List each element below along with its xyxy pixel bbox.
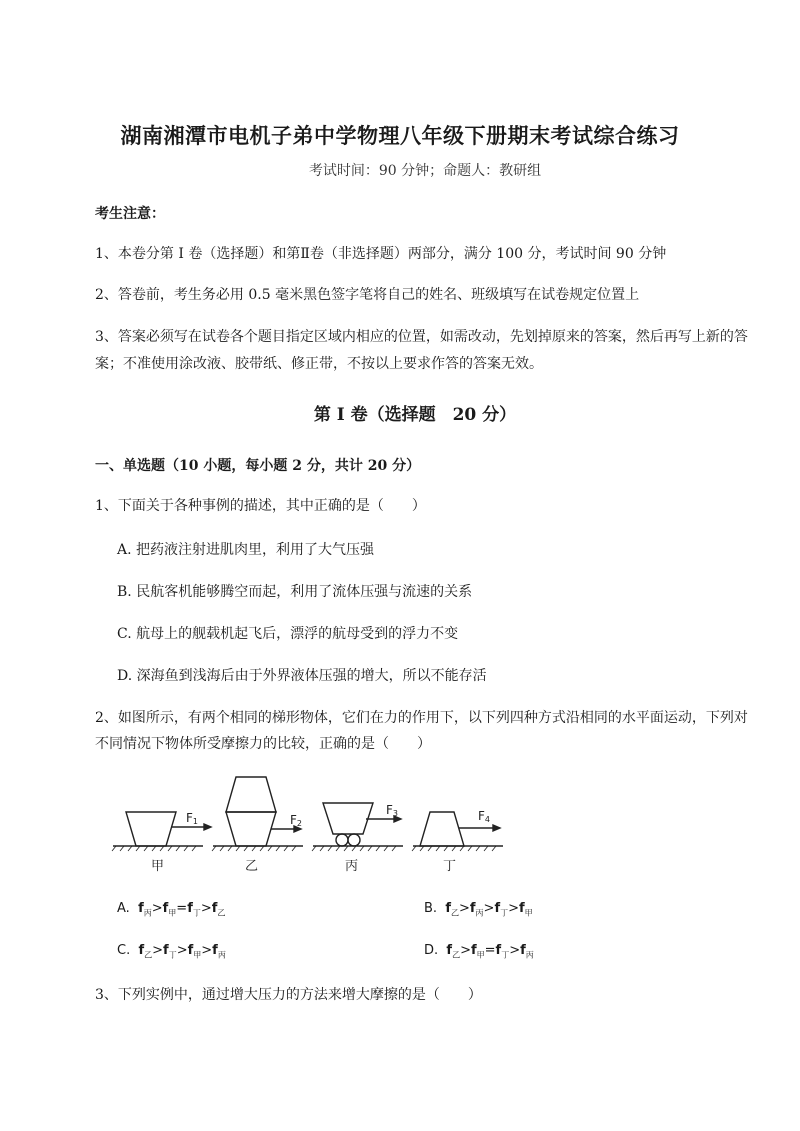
question-1-option-d: D. 深海鱼到浅海后由于外界液体压强的增大，所以不能存活 — [117, 668, 487, 684]
force-label-f3: F3 — [386, 803, 398, 818]
force-label-f4: F4 — [478, 809, 490, 824]
figure-label-yi: 乙 — [245, 859, 259, 874]
figure-label-jia: 甲 — [151, 859, 165, 874]
block-ding — [420, 812, 464, 846]
ground-hatch-bing — [312, 846, 396, 851]
question-2-option-a: A. $f_丙>f_甲=f_丁>f_乙$ — [117, 901, 226, 918]
notice-item-2: 2、答卷前，考生务必用 0.5 毫米黑色签字笔将自己的姓名、班级填写在试卷规定位置上 — [95, 287, 640, 303]
question-2-option-d: D. $f_乙>f_甲=f_丁>f_丙$ — [424, 943, 534, 960]
subsection-title: 一、单选题（10 小题，每小题 2 分，共计 20 分） — [95, 458, 421, 474]
question-1-option-c: C. 航母上的舰载机起飞后，漂浮的航母受到的浮力不变 — [117, 626, 459, 642]
exam-info: 考试时间：90 分钟；命题人：教研组 — [308, 163, 542, 179]
block-yi-bottom — [226, 812, 276, 846]
roller-right — [348, 834, 360, 846]
block-jia — [126, 812, 176, 846]
force-label-f2: F2 — [290, 813, 302, 828]
ground-hatch-jia — [112, 846, 196, 851]
ground-hatch-ding — [412, 846, 496, 851]
page-title: 湖南湘潭市电机子弟中学物理八年级下册期末考试综合练习 — [120, 124, 680, 148]
roller-left — [336, 834, 348, 846]
question-2-stem: 2、如图所示，有两个相同的梯形物体，它们在力的作用下，以下列四种方式沿相同的水平面运动，下列对不同情况下物体所受摩擦力的比较，正确的是（ ） — [95, 710, 748, 752]
block-yi-top — [226, 777, 276, 812]
question-2-option-b: B. $f_乙>f_丙>f_丁>f_甲$ — [424, 901, 533, 918]
question-1-option-a: A. 把药液注射进肌肉里，利用了大气压强 — [117, 542, 375, 558]
notice-heading: 考生注意： — [95, 206, 165, 222]
question-2-option-c: C. $f_乙>f_丁>f_甲>f_丙$ — [117, 943, 226, 960]
block-bing — [323, 803, 373, 834]
figure-label-bing: 丙 — [345, 859, 359, 874]
notice-item-3: 3、答案必须写在试卷各个题目指定区域内相应的位置，如需改动，先划掉原来的答案，然后再写上新的答案；不准使用涂改液、胶带纸、修正带，不按以上要求作答的答案无效。 — [95, 329, 748, 372]
arrowhead-f1 — [204, 824, 211, 830]
figure-label-ding: 丁 — [443, 859, 457, 874]
arrowhead-f4 — [493, 825, 500, 831]
force-label-f1: F1 — [186, 811, 198, 826]
friction-figure — [108, 772, 528, 882]
section-title: 第 I 卷（选择题 20 分） — [313, 405, 517, 425]
ground-hatch-yi — [212, 846, 296, 851]
question-1-option-b: B. 民航客机能够腾空而起，利用了流体压强与流速的关系 — [117, 584, 473, 600]
question-1-stem: 1、下面关于各种事例的描述，其中正确的是（ ） — [95, 498, 426, 514]
question-3-stem: 3、下列实例中，通过增大压力的方法来增大摩擦的是（ ） — [95, 987, 482, 1003]
notice-item-1: 1、本卷分第 I 卷（选择题）和第Ⅱ卷（非选择题）两部分，满分 100 分，考试时间 90 分钟 — [95, 246, 667, 262]
